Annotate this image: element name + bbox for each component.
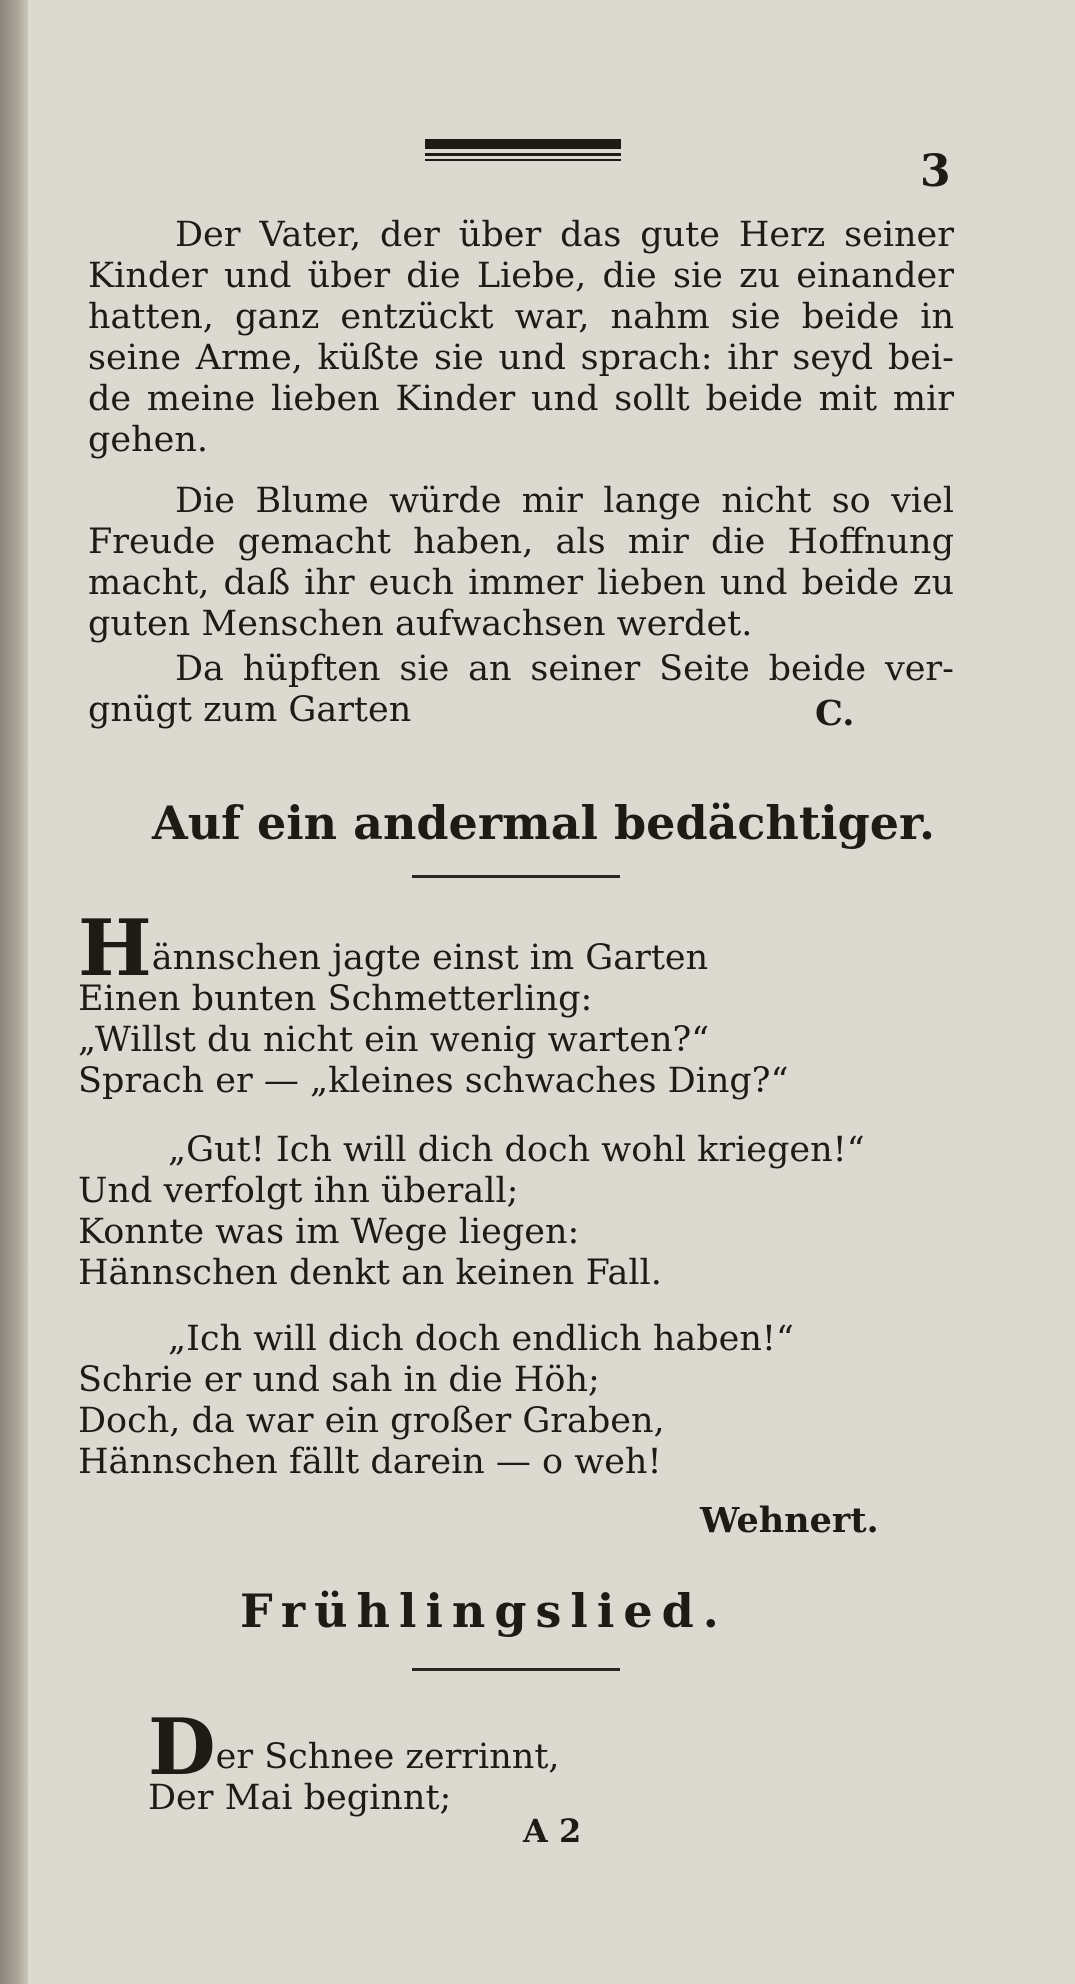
poem-author: Wehnert. — [700, 1500, 879, 1541]
verse-line: Konnte was im Wege liegen: — [78, 1212, 580, 1252]
text-line: Freude gemacht haben, als mir die Hoffnung — [88, 522, 954, 562]
verse-line: Und verfolgt ihn überall; — [78, 1171, 519, 1211]
verse-line: Doch, da war ein großer Graben, — [78, 1401, 665, 1441]
story-paragraph-2 — [88, 481, 954, 645]
drop-cap: D — [148, 1702, 216, 1793]
verse-line: Der Schnee zerrinnt, — [148, 1702, 560, 1793]
story-signature: C. — [815, 693, 855, 734]
drop-cap: H — [78, 903, 152, 994]
title-divider — [412, 875, 620, 878]
verse-line: „Ich will dich doch endlich haben!“ — [168, 1319, 794, 1359]
text-line: guten Menschen aufwachsen werdet. — [88, 604, 753, 644]
poem-stanza — [148, 1702, 560, 1819]
poem-stanza-2 — [78, 1130, 865, 1294]
poem-title: Auf ein andermal bedächtiger. — [152, 796, 936, 850]
poem-title: Frühlingslied. — [240, 1584, 728, 1638]
text-line: de meine lieben Kinder und sollt beide mit mir — [88, 379, 954, 419]
verse-line: Sprach er — „kleines schwaches Ding?“ — [78, 1061, 789, 1101]
verse-line: „Gut! Ich will dich doch wohl kriegen!“ — [168, 1130, 865, 1170]
verse-line: Schrie er und sah in die Höh; — [78, 1360, 600, 1400]
story-paragraph-1 — [88, 215, 954, 461]
verse-line: „Willst du nicht ein wenig warten?“ — [78, 1020, 710, 1060]
verse-line: Hännschen fällt darein — o weh! — [78, 1442, 662, 1482]
title-divider — [412, 1668, 620, 1671]
verse-line: Einen bunten Schmetterling: — [78, 979, 593, 1019]
verse-line: Der Mai beginnt; — [148, 1778, 452, 1818]
text-line: seine Arme, küßte sie und sprach: ihr seyd bei- — [88, 338, 954, 378]
page-number: 3 — [920, 146, 951, 197]
book-gutter-edge — [0, 0, 28, 1984]
text-line: Da hüpften sie an seiner Seite beide ver- — [175, 649, 954, 689]
poem-stanza-3 — [78, 1319, 794, 1483]
text-line: hatten, ganz entzückt war, nahm sie beide in — [88, 297, 954, 337]
printer-signature-mark: A 2 — [523, 1812, 582, 1850]
text-line: Kinder und über die Liebe, die sie zu einander — [88, 256, 954, 296]
poem-stanza-1 — [78, 903, 789, 1102]
text-line: macht, daß ihr euch immer lieben und beide zu — [88, 563, 954, 603]
verse-line: Hännschen jagte einst im Garten — [78, 903, 709, 994]
text-line: Der Vater, der über das gute Herz seiner — [175, 215, 954, 255]
text-line: gnügt zum Garten — [88, 690, 412, 730]
verse-line: Hännschen denkt an keinen Fall. — [78, 1253, 662, 1293]
header-ornament-rule — [425, 139, 621, 165]
text-line: gehen. — [88, 420, 209, 460]
text-line: Die Blume würde mir lange nicht so viel — [175, 481, 954, 521]
